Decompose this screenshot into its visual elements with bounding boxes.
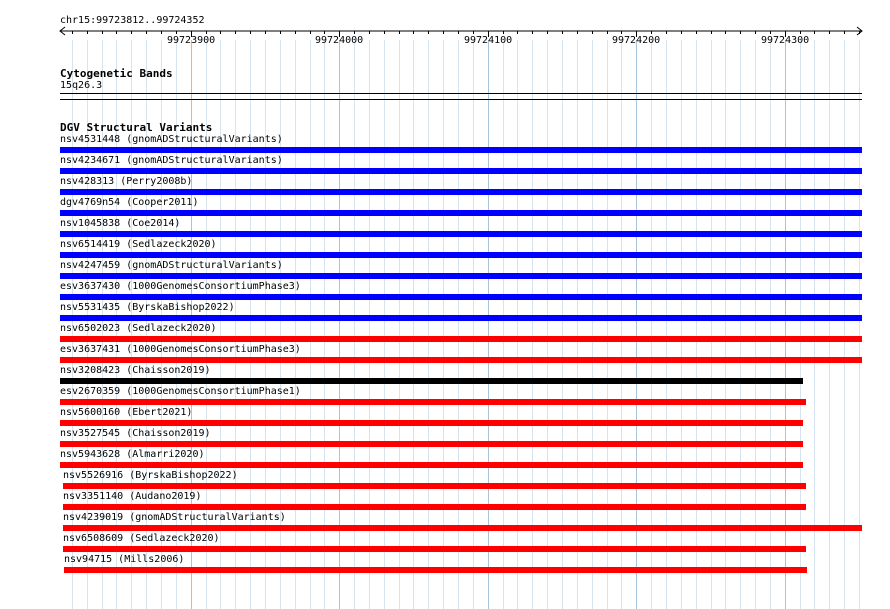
variant-label[interactable]: nsv4531448 (gnomADStructuralVariants): [60, 134, 283, 145]
variant-bar[interactable]: [60, 420, 803, 426]
ruler: [0, 24, 890, 38]
variant-label[interactable]: nsv94715 (Mills2006): [64, 554, 185, 565]
ruler-tick-label: 99724200: [612, 35, 661, 46]
variant-label[interactable]: nsv3527545 (Chaisson2019): [60, 428, 211, 439]
variant-bar[interactable]: [60, 294, 862, 300]
cytoband-label: 15q26.3: [60, 80, 103, 91]
variant-bar[interactable]: [60, 252, 862, 258]
ruler-tick-label: 99724300: [761, 35, 810, 46]
variant-bar[interactable]: [63, 546, 806, 552]
variant-bar[interactable]: [64, 567, 807, 573]
variant-label[interactable]: nsv428313 (Perry2008b): [60, 176, 193, 187]
cytoband-line-bottom: [60, 99, 862, 100]
variant-bar[interactable]: [60, 315, 862, 321]
variant-label[interactable]: nsv1045838 (Coe2014): [60, 218, 181, 229]
variant-bar[interactable]: [60, 168, 862, 174]
variant-bar[interactable]: [63, 525, 862, 531]
variant-bar[interactable]: [60, 462, 803, 468]
variant-bar[interactable]: [63, 483, 806, 489]
variant-bar[interactable]: [60, 399, 806, 405]
variant-bar[interactable]: [60, 357, 862, 363]
variant-bar[interactable]: [60, 231, 862, 237]
variant-label[interactable]: nsv5531435 (ByrskaBishop2022): [60, 302, 235, 313]
variant-bar[interactable]: [60, 210, 862, 216]
variant-label[interactable]: esv2670359 (1000GenomesConsortiumPhase1): [60, 386, 301, 397]
variant-label[interactable]: dgv4769n54 (Cooper2011): [60, 197, 199, 208]
location-label: chr15:99723812..99724352: [60, 15, 205, 26]
variant-bar[interactable]: [60, 273, 862, 279]
variant-label[interactable]: nsv6502023 (Sedlazeck2020): [60, 323, 217, 334]
ruler-tick-label: 99724000: [315, 35, 364, 46]
variant-label[interactable]: nsv4247459 (gnomADStructuralVariants): [60, 260, 283, 271]
variant-label[interactable]: nsv5943628 (Almarri2020): [60, 449, 205, 460]
variant-bar[interactable]: [60, 441, 803, 447]
variant-label[interactable]: nsv6508609 (Sedlazeck2020): [63, 533, 220, 544]
variant-label[interactable]: esv3637430 (1000GenomesConsortiumPhase3): [60, 281, 301, 292]
variant-label[interactable]: nsv6514419 (Sedlazeck2020): [60, 239, 217, 250]
variant-label[interactable]: esv3637431 (1000GenomesConsortiumPhase3): [60, 344, 301, 355]
variant-label[interactable]: nsv3208423 (Chaisson2019): [60, 365, 211, 376]
variant-bar[interactable]: [63, 504, 806, 510]
variant-bar[interactable]: [60, 147, 862, 153]
variant-label[interactable]: nsv5526916 (ByrskaBishop2022): [63, 470, 238, 481]
variant-label[interactable]: nsv3351140 (Audano2019): [63, 491, 202, 502]
ruler-tick-label: 99724100: [464, 35, 513, 46]
cytoband-line-top: [60, 93, 862, 94]
variant-bar[interactable]: [60, 378, 803, 384]
variant-label[interactable]: nsv5600160 (Ebert2021): [60, 407, 193, 418]
variant-bar[interactable]: [60, 336, 862, 342]
dgv-track-title[interactable]: DGV Structural Variants: [60, 121, 213, 134]
variant-label[interactable]: nsv4234671 (gnomADStructuralVariants): [60, 155, 283, 166]
variant-label[interactable]: nsv4239019 (gnomADStructuralVariants): [63, 512, 286, 523]
cytobands-title[interactable]: Cytogenetic Bands: [60, 67, 173, 80]
variant-bar[interactable]: [60, 189, 862, 195]
ruler-tick-label: 99723900: [167, 35, 216, 46]
